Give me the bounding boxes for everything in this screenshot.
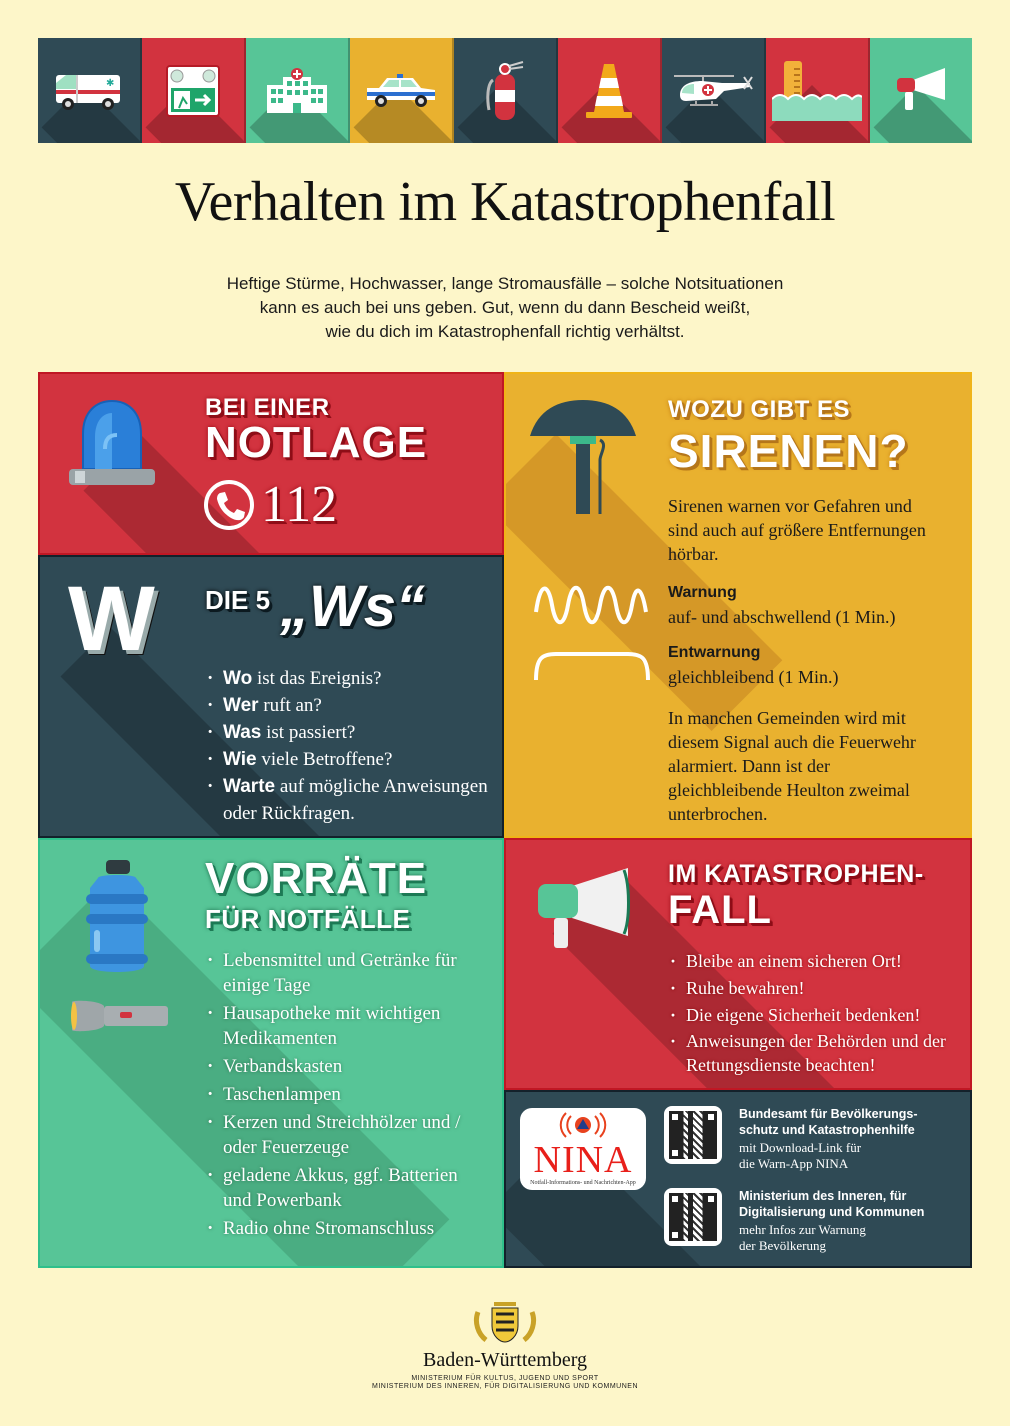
list-item: [205, 665, 504, 692]
item-text: ruft an?: [258, 695, 322, 716]
panel-sirenen: [504, 372, 972, 838]
notlage-heading: NOTLAGE: [205, 418, 428, 467]
rescue-helicopter-icon: [672, 71, 754, 111]
panel-vorraete: [38, 838, 504, 1268]
sirenen-intro: Sirenen warnen vor Gefahren und sind auch auf größere Entfernungen hörbar.: [668, 496, 926, 564]
link-bbk: [739, 1106, 969, 1172]
hospital-icon: [265, 67, 329, 115]
police-car-icon: [365, 74, 437, 108]
steady-signal-icon: [532, 648, 652, 684]
list-item: · Radio ohne Stromanschluss: [205, 1216, 485, 1241]
icon-strip: [38, 38, 972, 143]
tile-fire-extinguisher: [454, 38, 558, 143]
list-item: [205, 746, 504, 773]
panel-nina: [504, 1090, 972, 1268]
tile-hospital: [246, 38, 350, 143]
signal-label-warnung: Warnung: [668, 584, 737, 601]
nina-app-tagline: Notfall-Informations- und Nachrichten-App: [530, 1180, 636, 1186]
qr-code-ministerium[interactable]: [664, 1188, 722, 1246]
tile-ambulance: [38, 38, 142, 143]
tile-helicopter: [662, 38, 766, 143]
intro-line: kann es auch bei uns geben. Gut, wenn du dann Bescheid weißt,: [259, 298, 751, 317]
org-name: Bundesamt für Bevölkerungs-: [739, 1107, 918, 1121]
tile-exit-sign: [142, 38, 246, 143]
item-text: auf mögliche Anweisungen oder Rückfragen.: [223, 776, 488, 824]
page-title: Verhalten im Katastrophenfall: [174, 171, 836, 233]
link-desc: mehr Infos zur Warnung: [739, 1222, 866, 1237]
svg-text:✱: ✱: [106, 77, 115, 89]
nina-app-logo[interactable]: [520, 1108, 646, 1190]
megaphone-icon: [891, 66, 951, 116]
tile-police-car: [350, 38, 454, 143]
list-item: [205, 692, 504, 719]
link-desc: die Warn-App NINA: [739, 1156, 849, 1171]
qr-code-icon: [669, 1111, 717, 1159]
coat-of-arms-icon: [472, 1298, 538, 1344]
state-name: Baden-Württemberg: [422, 1349, 587, 1371]
tile-flood: [766, 38, 870, 143]
list-item: · Hausapotheke mit wichtigen Medikamenten: [205, 1001, 485, 1051]
ambulance-icon: [54, 69, 124, 113]
intro-line: Heftige Stürme, Hochwasser, lange Stromausfälle – solche Notsituationen: [226, 274, 784, 293]
qr-code-bbk[interactable]: [664, 1106, 722, 1164]
vorraete-heading: VORRÄTE: [205, 854, 428, 903]
five-ws-kicker: DIE 5: [205, 585, 271, 615]
five-ws-heading: „Ws“: [280, 574, 425, 639]
katastrophenfall-list: [668, 948, 968, 1077]
ministry-name: MINISTERIUM FÜR KULTUS, JUGEND UND SPORT: [411, 1375, 599, 1382]
link-ministerium: [739, 1188, 969, 1254]
item-bold: Wo: [223, 668, 253, 689]
list-item: · Bleibe an einem sicheren Ort!: [668, 948, 968, 975]
org-name: schutz und Katastrophenhilfe: [739, 1123, 915, 1137]
link-desc: der Bevölkerung: [739, 1238, 827, 1253]
org-name: Digitalisierung und Kommunen: [739, 1205, 925, 1219]
list-item: [205, 719, 504, 746]
sirenen-kicker: WOZU GIBT ES: [668, 396, 850, 423]
katastrophenfall-heading: FALL: [668, 888, 772, 932]
list-item: · Taschenlampen: [205, 1082, 485, 1107]
intro-text: [150, 272, 860, 344]
katastrophenfall-kicker: IM KATASTROPHEN-: [668, 860, 924, 888]
megaphone-icon: [536, 866, 636, 950]
flashlight-icon: [70, 998, 170, 1034]
item-text: ist das Ereignis?: [252, 668, 382, 689]
blue-emergency-light-icon: [65, 399, 160, 504]
siren-icon: [528, 398, 638, 518]
list-item: · geladene Akkus, ggf. Batterien und Powerbank: [205, 1163, 485, 1213]
item-bold: Was: [223, 722, 262, 743]
wave-signal-icon: [532, 582, 652, 628]
intro-line: wie du dich im Katastrophenfall richtig verhältst.: [325, 322, 685, 341]
nina-signal-icon: [553, 1112, 613, 1138]
water-bottle-icon: [80, 858, 154, 978]
list-item: · Anweisungen der Behörden und der Rettungsdienste beachten!: [668, 1029, 968, 1077]
vorraete-subheading: FÜR NOTFÄLLE: [205, 904, 411, 934]
list-item: · Lebensmittel und Getränke für einige Tage: [205, 948, 485, 998]
flood-water-level-icon: [772, 59, 862, 123]
notlage-kicker: BEI EINER: [205, 394, 330, 421]
signal-label-entwarnung: Entwarnung: [668, 644, 761, 661]
panel-five-ws: [38, 555, 504, 838]
signal-desc-warnung: auf- und abschwellend (1 Min.): [668, 607, 896, 627]
item-text: ist passiert?: [261, 722, 356, 743]
five-ws-list: [205, 665, 504, 827]
list-item: · Verbandskasten: [205, 1054, 485, 1079]
nina-app-name: NINA: [533, 1139, 633, 1181]
vorraete-list: [205, 948, 485, 1241]
ministry-name: MINISTERIUM DES INNEREN, FÜR DIGITALISIERUNG UND KOMMUNEN: [372, 1383, 638, 1390]
list-item: [205, 773, 504, 827]
phone-icon: [203, 479, 255, 531]
sirenen-note: In manchen Gemeinden wird mit diesem Signal auch die Feuerwehr alarmiert. Dann ist der gleichbleibende Heulton zweimal unterbrochen.: [668, 708, 916, 824]
tile-traffic-cone: [558, 38, 662, 143]
item-bold: Wer: [223, 695, 259, 716]
footer-logo: [0, 1298, 1010, 1390]
big-w-letter: W: [68, 568, 155, 670]
item-text: viele Betroffene?: [256, 749, 393, 770]
signal-desc-entwarnung: gleichbleibend (1 Min.): [668, 667, 839, 687]
emergency-number[interactable]: [203, 476, 338, 533]
emergency-exit-sign-icon: [165, 64, 221, 118]
sirenen-heading: SIRENEN?: [668, 425, 909, 477]
item-bold: Wie: [223, 749, 257, 770]
list-item: · Die eigene Sicherheit bedenken!: [668, 1002, 968, 1029]
item-bold: Warte: [223, 776, 276, 797]
panel-katastrophenfall: [504, 838, 972, 1090]
traffic-cone-icon: [584, 62, 634, 120]
org-name: Ministerium des Inneren, für: [739, 1189, 907, 1203]
qr-code-icon: [669, 1193, 717, 1241]
list-item: · Kerzen und Streichhölzer und / oder Feuerzeuge: [205, 1110, 485, 1160]
list-item: · Ruhe bewahren!: [668, 975, 968, 1002]
panel-notlage: [38, 372, 504, 555]
link-desc: mit Download-Link für: [739, 1140, 862, 1155]
phone-number: 112: [261, 476, 338, 533]
fire-extinguisher-icon: [485, 60, 525, 122]
tile-megaphone: [870, 38, 972, 143]
